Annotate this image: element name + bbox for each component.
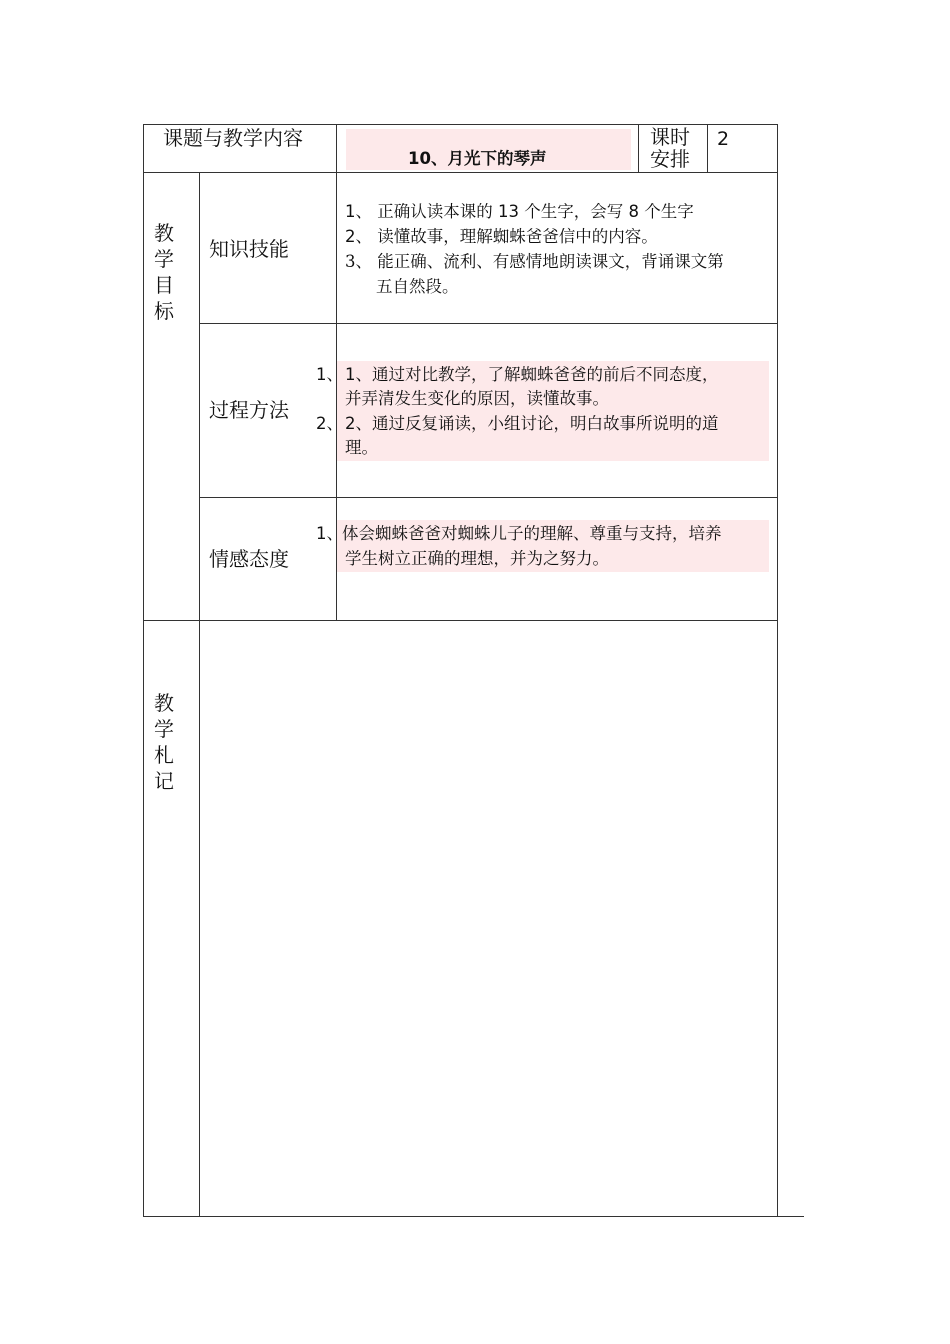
subject-label: 课题与教学内容 xyxy=(163,126,303,150)
process-line: 理。 xyxy=(345,438,378,457)
process-label: 过程方法 xyxy=(209,398,289,422)
process-line: 2、通过反复诵读，小组讨论，明白故事所说明的道 xyxy=(345,414,719,433)
notes-section-label: 教 学 札 记 xyxy=(154,691,174,793)
knowledge-line: 1、 正确认读本课的 13 个生字，会写 8 个生字 xyxy=(345,202,694,221)
table-divider xyxy=(199,323,778,324)
process-line: 1、通过对比教学，了解蜘蛛爸爸的前后不同态度， xyxy=(345,365,719,384)
knowledge-line: 2、 读懂故事，理解蜘蛛爸爸信中的内容。 xyxy=(345,227,658,246)
emotion-line: 体会蜘蛛爸爸对蜘蛛儿子的理解、尊重与支持，培养 xyxy=(342,524,722,543)
process-marker: 1、 xyxy=(316,365,343,384)
process-marker: 2、 xyxy=(316,414,343,433)
emotion-marker: 1、 xyxy=(316,524,343,543)
table-divider xyxy=(199,497,778,498)
knowledge-label: 知识技能 xyxy=(209,237,289,261)
emotion-label: 情感态度 xyxy=(209,547,289,571)
table-border-bottom xyxy=(143,1216,804,1217)
table-border-left xyxy=(143,124,144,1217)
period-label: 安排 xyxy=(650,147,690,171)
knowledge-line: 3、 能正确、流利、有感情地朗读课文，背诵课文第 xyxy=(345,252,724,271)
table-divider xyxy=(638,124,639,173)
table-border-right xyxy=(777,124,778,1217)
knowledge-line: 五自然段。 xyxy=(376,277,459,296)
objectives-section-label: 教 学 目 标 xyxy=(154,221,174,323)
lesson-title: 10、月光下的琴声 xyxy=(408,149,547,168)
emotion-line: 学生树立正确的理想，并为之努力。 xyxy=(345,549,609,568)
table-divider xyxy=(143,172,778,173)
notes-area xyxy=(200,621,777,1216)
period-label: 课时 xyxy=(650,125,690,149)
period-value: 2 xyxy=(717,128,730,150)
table-divider xyxy=(707,124,708,173)
process-line: 并弄清发生变化的原因，读懂故事。 xyxy=(345,389,609,408)
